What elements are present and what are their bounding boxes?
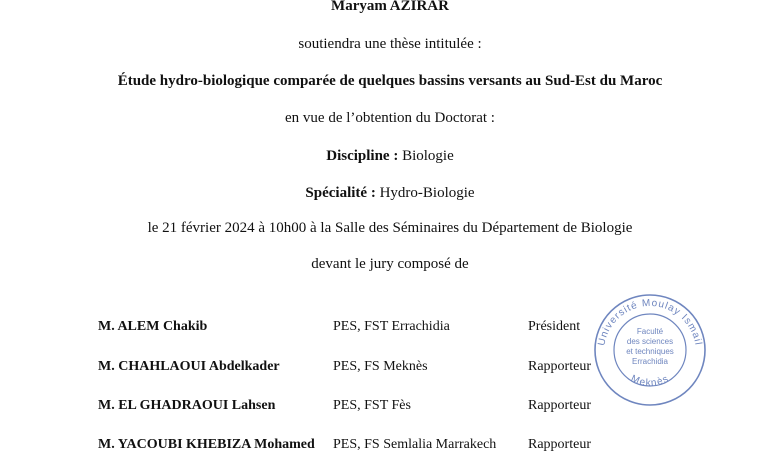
thesis-title: Étude hydro-biologique comparée de quelques bassins versants au Sud-Est du Maroc: [117, 73, 663, 89]
discipline-label: Discipline :: [326, 148, 399, 164]
specialite-label: Spécialité :: [305, 185, 376, 201]
jury-member-affiliation: PES, FS Meknès: [333, 359, 428, 374]
purpose-text: en vue de l’obtention du Doctorat :: [285, 110, 495, 126]
jury-member-role: Rapporteur: [528, 359, 591, 374]
jury-member-name: M. YACOUBI KHEBIZA Mohamed: [98, 437, 315, 452]
jury-member-role: Rapporteur: [528, 398, 591, 413]
jury-member-name: M. EL GHADRAOUI Lahsen: [98, 398, 276, 413]
jury-member-affiliation: PES, FS Semlalia Marrakech: [333, 437, 497, 452]
specialite-line: [0, 185, 780, 202]
stamp-line4: Errachidia: [631, 357, 669, 366]
stamp-ring-text: Université Moulay Ismail: [596, 297, 704, 347]
stamp-line1: Faculté: [636, 327, 664, 336]
stamp-line2: des sciences: [626, 337, 674, 346]
candidate-name: Maryam AZIRAR: [331, 0, 449, 14]
jury-member-role: Rapporteur: [528, 437, 591, 452]
specialite-value: Hydro-Biologie: [375, 185, 475, 201]
date-place-text: le 21 février 2024 à 10h00 à la Salle des Séminaires du Département de Biologie: [147, 220, 633, 236]
discipline-value: Biologie: [398, 148, 454, 164]
discipline-line: [0, 148, 780, 165]
jury-member-affiliation: PES, FST Errachidia: [333, 319, 450, 334]
jury-member-affiliation: PES, FST Fès: [333, 398, 411, 413]
jury-intro-text: devant le jury composé de: [311, 256, 469, 272]
jury-row: [0, 437, 780, 457]
faculty-stamp: [590, 290, 710, 410]
intro-text: soutiendra une thèse intitulée :: [298, 36, 482, 52]
jury-member-name: M. CHAHLAOUI Abdelkader: [98, 359, 280, 374]
stamp-city-text: Meknès: [629, 373, 671, 389]
jury-member-name: M. ALEM Chakib: [98, 319, 208, 334]
stamp-line3: et techniques: [626, 347, 674, 356]
jury-member-role: Président: [528, 319, 581, 334]
